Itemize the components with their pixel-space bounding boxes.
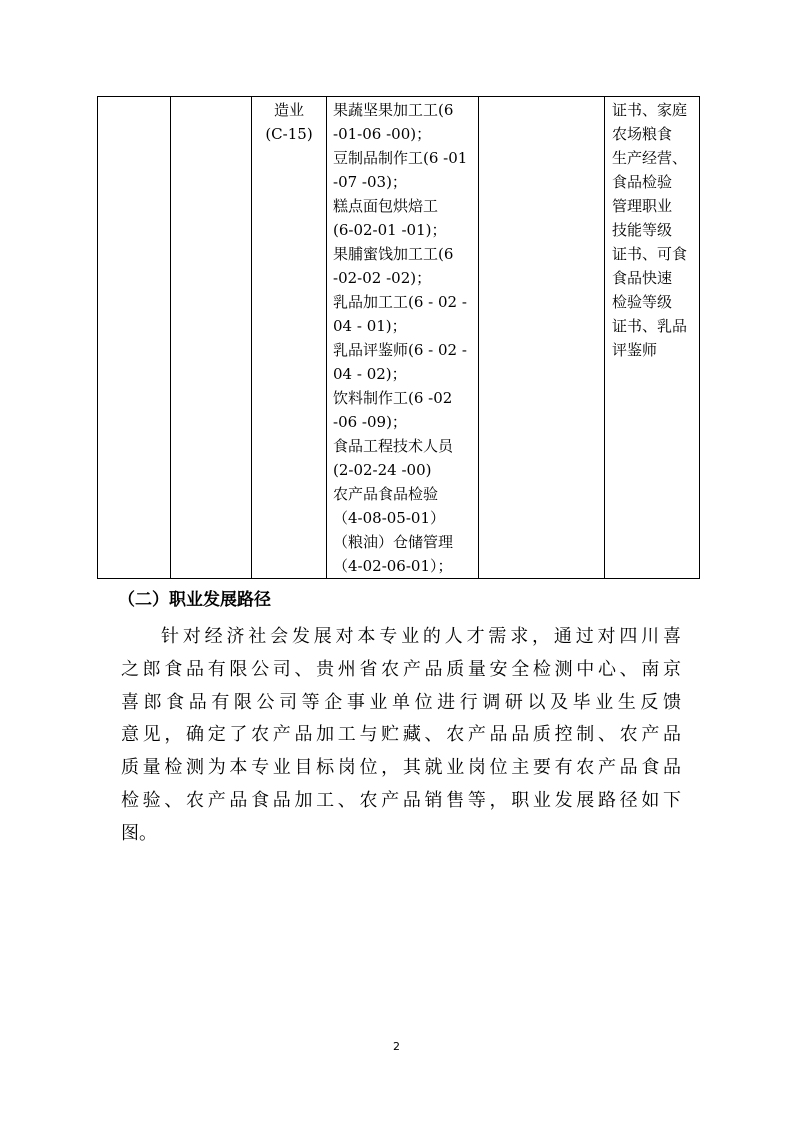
paragraph-line: 针对经济社会发展对本专业的人才需求，通过对四川喜: [161, 626, 681, 647]
occupation-line: 饮料制作工(6 -02: [333, 389, 453, 407]
paragraph-line: 意见，确定了农产品加工与贮藏、农产品品质控制、农产品: [121, 724, 681, 746]
occupation-line: 糕点面包烘焙工: [333, 197, 439, 215]
category-line: (C-15): [265, 125, 313, 143]
occupation-line: 果蔬坚果加工工(6: [333, 101, 454, 119]
occupation-line: 04 - 01)；: [333, 317, 407, 335]
certificate-line: 生产经营、: [612, 149, 688, 167]
occupation-line: （粮油）仓储管理: [333, 533, 454, 551]
table-cell-empty-1: [98, 97, 171, 579]
paragraph-line: 质量检测为本专业目标岗位，其就业岗位主要有农产品食品: [121, 757, 681, 779]
section-heading: （二）职业发展路径: [118, 590, 271, 610]
industry-category-cell: [252, 97, 327, 579]
occupation-line: （4-08-05-01）: [333, 509, 446, 527]
occupation-line: -01-06 -00)；: [333, 125, 432, 143]
certificate-line: 农场粮食: [612, 125, 673, 143]
paragraph-line: 图。: [121, 822, 157, 844]
occupation-line: 豆制品制作工(6 -01: [333, 149, 468, 167]
paragraph-line: 之郎食品有限公司、贵州省农产品质量安全检测中心、南京: [121, 658, 681, 680]
occupation-line: 04 - 02)；: [333, 365, 407, 383]
certificate-line: 技能等级: [612, 221, 673, 239]
occupation-line: 食品工程技术人员: [333, 437, 454, 455]
occupation-list-cell: [327, 97, 479, 579]
certificate-cell: [605, 97, 700, 579]
occupation-line: -07 -03)；: [333, 173, 407, 191]
table-cell-empty-3: [479, 97, 605, 579]
paragraph-line: 喜郎食品有限公司等企事业单位进行调研以及毕业生反馈: [121, 691, 681, 713]
certificate-line: 管理职业: [612, 197, 673, 215]
occupation-line: -02-02 -02)；: [333, 269, 432, 287]
occupation-line: 乳品评鉴师(6 - 02 -: [333, 341, 467, 359]
occupation-line: -06 -09)；: [333, 413, 407, 431]
occupation-line: 果脯蜜饯加工工(6: [333, 245, 454, 263]
certificate-line: 检验等级: [612, 293, 673, 311]
certificate-line: 食品快速: [612, 269, 673, 287]
body-paragraph: [121, 621, 681, 851]
certificate-line: 评鉴师: [612, 341, 658, 359]
certificate-line: 证书、乳品: [612, 317, 688, 335]
paragraph-line: 检验、农产品食品加工、农产品销售等，职业发展路径如下: [121, 789, 681, 811]
occupation-line: 农产品食品检验: [333, 485, 439, 503]
page-number: 2: [393, 1040, 400, 1053]
occupation-line: (6-02-01 -01)；: [333, 221, 447, 239]
certificate-line: 证书、可食: [612, 245, 688, 263]
certificate-line: 证书、家庭: [612, 101, 688, 119]
occupation-line: （4-02-06-01）；: [333, 557, 453, 575]
occupation-line: 乳品加工工(6 - 02 -: [333, 293, 467, 311]
table-row: [98, 97, 700, 579]
category-line: 造业: [273, 101, 304, 119]
occupation-line: (2-02-24 -00): [333, 461, 432, 479]
certificate-line: 食品检验: [612, 173, 673, 191]
table-cell-empty-2: [171, 97, 252, 579]
continued-occupation-table: [97, 96, 700, 579]
